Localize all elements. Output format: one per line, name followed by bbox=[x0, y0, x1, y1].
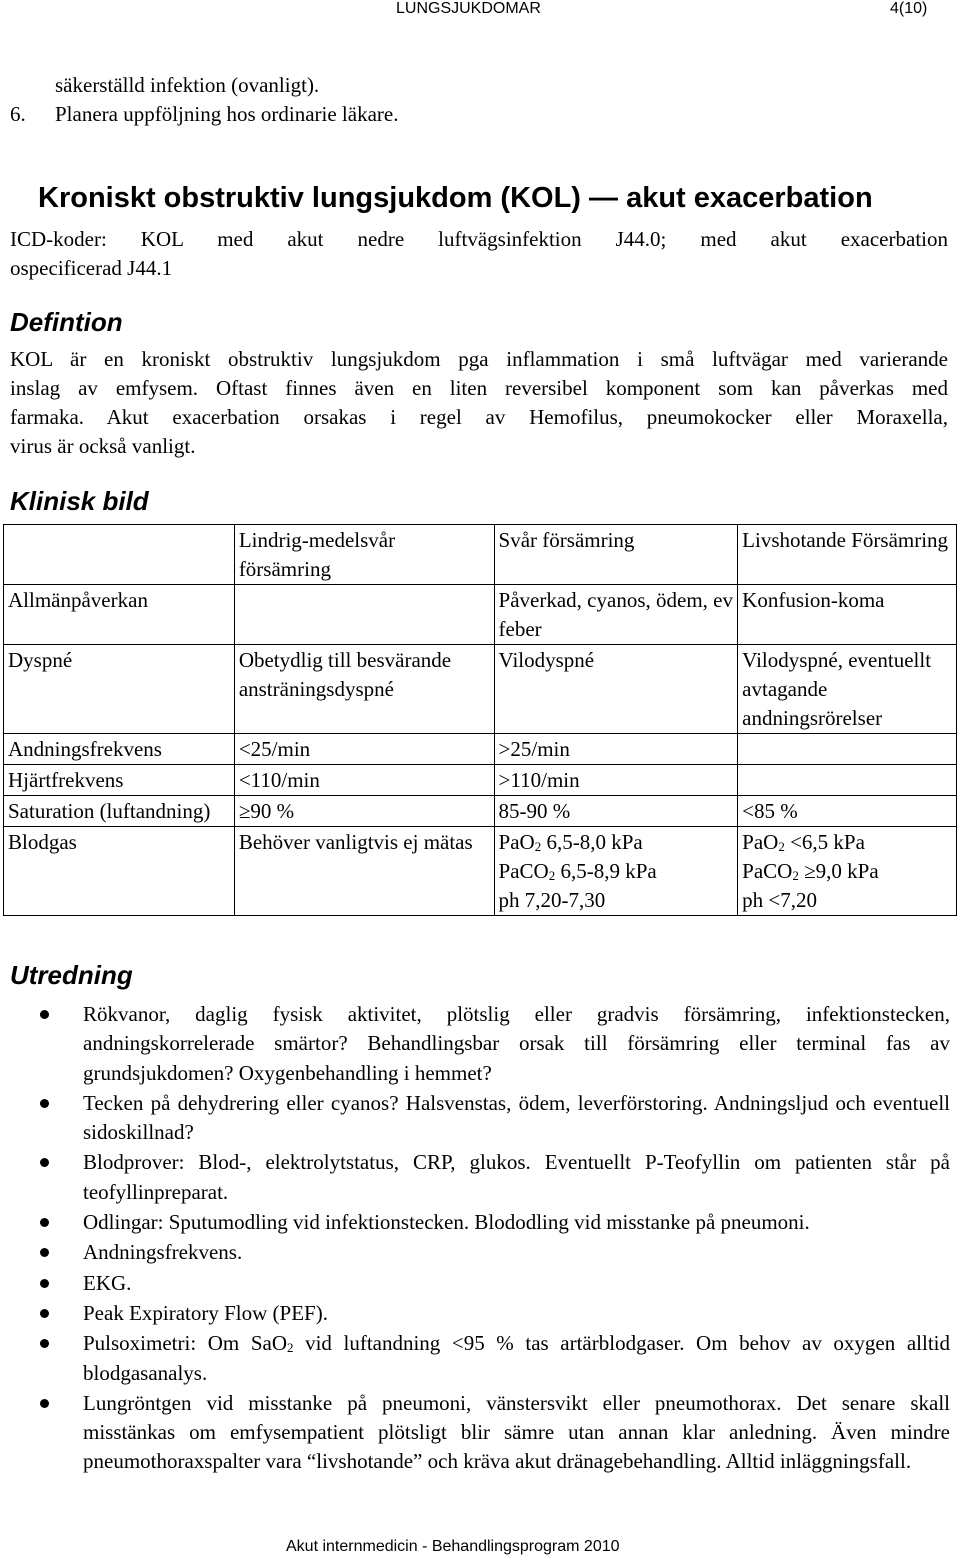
table-cell: 85-90 % bbox=[494, 796, 738, 827]
main-title: Kroniskt obstruktiv lungsjukdom (KOL) — akut exacerbation bbox=[38, 182, 873, 214]
paco-label: PaCO bbox=[498, 859, 549, 883]
table-header-cell: Lindrig-medelsvår försämring bbox=[234, 525, 494, 585]
pulsoximetri-text bbox=[83, 1329, 950, 1388]
table-cell bbox=[234, 585, 494, 645]
list-item: EKG. bbox=[0, 1269, 950, 1298]
table-row bbox=[4, 585, 957, 645]
row-label: Saturation (luftandning) bbox=[4, 796, 235, 827]
paco2-line bbox=[742, 857, 952, 886]
footer-text: Akut internmedicin - Behandlingsprogram 2010 bbox=[286, 1538, 620, 1555]
definition-line-1: KOL är en kroniskt obstruktiv lungsjukdom pga inflammation i små luftvägar med varierande bbox=[10, 347, 948, 371]
table-row bbox=[4, 734, 957, 765]
icd-line-2: ospecificerad J44.1 bbox=[10, 256, 173, 280]
subscript: 2 bbox=[534, 839, 542, 854]
table-cell bbox=[738, 827, 957, 916]
subscript: 2 bbox=[548, 868, 556, 883]
table-row bbox=[4, 827, 957, 916]
table-cell: >25/min bbox=[494, 734, 738, 765]
pao2-line bbox=[742, 828, 952, 857]
paco2-line bbox=[499, 857, 734, 886]
page-number: 4(10) bbox=[890, 0, 928, 17]
table-cell bbox=[738, 734, 957, 765]
utredning-list bbox=[0, 1000, 950, 1478]
paco2-value: ≥9,0 kPa bbox=[804, 859, 879, 883]
bullet-icon bbox=[40, 1158, 49, 1167]
icd-line-1: ICD-koder: KOL med akut nedre luftvägsinfektion J44.0; med akut exacerbation bbox=[10, 227, 948, 251]
utredning-heading: Utredning bbox=[10, 960, 133, 990]
table-header-row bbox=[4, 525, 957, 585]
row-label: Blodgas bbox=[4, 827, 235, 916]
table-cell: Vilodyspné bbox=[494, 645, 738, 734]
table-header-cell: Svår försämring bbox=[494, 525, 738, 585]
list-item: Odlingar: Sputumodling vid infektionstecken. Blododling vid misstanke på pneumoni. bbox=[0, 1208, 950, 1237]
table-header-cell: Livshotande Försämring bbox=[738, 525, 957, 585]
list-item: Peak Expiratory Flow (PEF). bbox=[0, 1299, 950, 1328]
intro-line: säkerställd infektion (ovanligt). bbox=[55, 73, 320, 97]
table-header-cell bbox=[4, 525, 235, 585]
definition-line-3: farmaka. Akut exacerbation orsakas i regel av Hemofilus, pneumokocker eller Moraxella, bbox=[10, 405, 948, 429]
list-item: Lungröntgen vid misstanke på pneumoni, vänstersvikt eller pneumothorax. Det senare skall misstänkas om emfysempatient plötsligt blir sämre utan annan klar anledning. Även mindre pneumothoraxspalter vara “livshotande” och kräva akut dränagebehandling. Alltid inläggningsfall. bbox=[0, 1389, 950, 1477]
table-cell: <25/min bbox=[234, 734, 494, 765]
pao2-value: <6,5 kPa bbox=[790, 830, 865, 854]
subscript: 2 bbox=[792, 868, 799, 883]
table-row bbox=[4, 645, 957, 734]
row-label: Allmänpåverkan bbox=[4, 585, 235, 645]
row-label: Dyspné bbox=[4, 645, 235, 734]
list-item: Blodprover: Blod-, elektrolytstatus, CRP, glukos. Eventuellt P-Teofyllin om patienten står på teofyllinpreparat. bbox=[0, 1148, 950, 1207]
table-cell: >110/min bbox=[494, 765, 738, 796]
item-6-text: Planera uppföljning hos ordinarie läkare. bbox=[55, 102, 399, 126]
pao2-value: 6,5-8,0 kPa bbox=[546, 830, 643, 854]
list-item: Rökvanor, daglig fysisk aktivitet, plötslig eller gradvis försämring, infektionstecken, andningskorrelerade smärtor? Behandlingsbar orsak till försämring eller terminal fas av grundsjukdomen? Oxygenbehandling i hemmet? bbox=[0, 1000, 950, 1088]
running-header-title: LUNGSJUKDOMAR bbox=[396, 0, 541, 17]
bullet-icon bbox=[40, 1218, 49, 1227]
paco-label: PaCO bbox=[742, 859, 793, 883]
table-cell: Vilodyspné, eventuellt avtagande andningsrörelser bbox=[738, 645, 957, 734]
bullet-icon bbox=[40, 1339, 49, 1348]
ph-value: ph 7,20-7,30 bbox=[498, 888, 606, 912]
ph-value: ph <7,20 bbox=[742, 888, 818, 912]
table-cell bbox=[494, 827, 738, 916]
table-cell: ≥90 % bbox=[234, 796, 494, 827]
table-cell bbox=[738, 765, 957, 796]
table-cell: Konfusion-koma bbox=[738, 585, 957, 645]
bullet-icon bbox=[40, 1309, 49, 1318]
table-row bbox=[4, 765, 957, 796]
table-cell: Påverkad, cyanos, ödem, ev feber bbox=[494, 585, 738, 645]
pao-label: PaO bbox=[498, 830, 535, 854]
list-number-6: 6. bbox=[10, 102, 26, 126]
pulsox-part-a: Pulsoximetri: Om SaO bbox=[83, 1331, 287, 1356]
bullet-icon bbox=[40, 1099, 49, 1108]
table-cell: <110/min bbox=[234, 765, 494, 796]
pao-label: PaO bbox=[742, 830, 779, 854]
table-cell: <85 % bbox=[738, 796, 957, 827]
pao2-line bbox=[499, 828, 734, 857]
bullet-icon bbox=[40, 1248, 49, 1257]
bullet-icon bbox=[40, 1010, 49, 1019]
list-item: Andningsfrekvens. bbox=[0, 1238, 950, 1267]
table-cell: Obetydlig till besvärande ansträningsdyspné bbox=[234, 645, 494, 734]
table-cell: Behöver vanligtvis ej mätas bbox=[234, 827, 494, 916]
subscript: 2 bbox=[287, 1340, 294, 1356]
subscript: 2 bbox=[778, 839, 785, 854]
paco2-value: 6,5-8,9 kPa bbox=[560, 859, 657, 883]
table-row bbox=[4, 796, 957, 827]
pulsox-part-b: vid luftandning <95 % tas artärblodgaser. Om behov av oxygen alltid blodgasanalys. bbox=[83, 1331, 950, 1385]
bullet-icon bbox=[40, 1279, 49, 1288]
definition-line-2: inslag av emfysem. Oftast finnes även en liten reversibel komponent som kan påverkas med bbox=[10, 376, 948, 400]
bullet-icon bbox=[40, 1399, 49, 1408]
row-label: Andningsfrekvens bbox=[4, 734, 235, 765]
list-item: Tecken på dehydrering eller cyanos? Halsvenstas, ödem, leverförstoring. Andningsljud och eventuell sidoskillnad? bbox=[0, 1089, 950, 1148]
row-label: Hjärtfrekvens bbox=[4, 765, 235, 796]
list-item bbox=[0, 1329, 950, 1388]
klinisk-bild-table bbox=[3, 524, 957, 916]
definition-line-4: virus är också vanligt. bbox=[10, 434, 196, 458]
klinisk-bild-heading: Klinisk bild bbox=[10, 486, 149, 516]
definition-heading: Defintion bbox=[10, 307, 123, 337]
